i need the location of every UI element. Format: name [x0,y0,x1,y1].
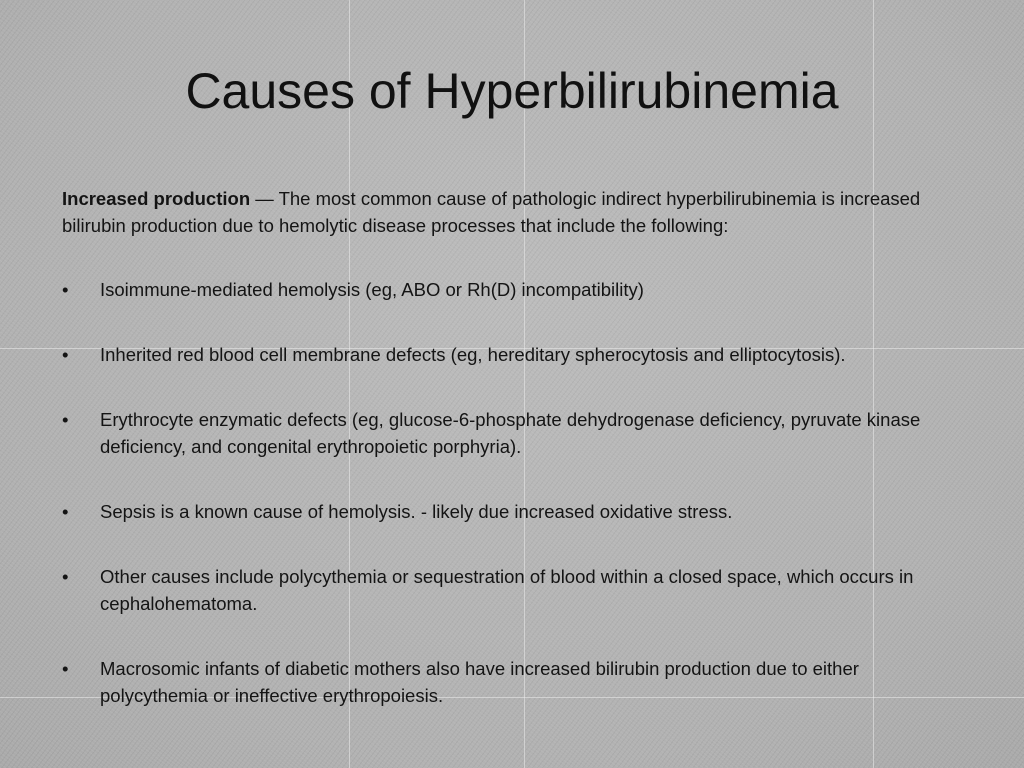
bullet-item [62,341,962,368]
bullet-icon: • [62,658,69,679]
slide-title: Causes of Hyperbilirubinemia [185,63,839,119]
bullet-list [62,276,962,747]
intro-text: The most common cause of pathologic indirect hyperbilirubinemia is increased bilirubin production due to hemolytic disease processes that include the following: [62,188,921,236]
bullet-text: Erythrocyte enzymatic defects (eg, glucose-6-phosphate dehydrogenase deficiency, pyruvate kinase deficiency, and congenital erythropoietic porphyria). [100,409,921,457]
intro-dash: — [250,188,279,209]
bullet-icon: • [62,409,69,430]
bullet-item [62,498,962,525]
bullet-text: Other causes include polycythemia or sequestration of blood within a closed space, which occurs in cephalohematoma. [100,566,914,614]
bullet-item [62,563,962,617]
intro-paragraph [62,185,962,239]
bullet-text: Macrosomic infants of diabetic mothers also have increased bilirubin production due to either polycythemia or ineffective erythropoiesis. [100,658,859,706]
bullet-text: Isoimmune-mediated hemolysis (eg, ABO or Rh(D) incompatibility) [100,279,644,300]
bullet-icon: • [62,566,69,587]
bullet-item [62,276,962,303]
bullet-item [62,655,962,709]
bullet-icon: • [62,501,69,522]
intro-lead: Increased production [62,188,251,209]
bullet-text: Sepsis is a known cause of hemolysis. - likely due increased oxidative stress. [100,501,733,522]
bullet-icon: • [62,344,69,365]
bullet-text: Inherited red blood cell membrane defects (eg, hereditary spherocytosis and elliptocytosis). [100,344,846,365]
bullet-item [62,406,962,460]
bullet-icon: • [62,279,69,300]
